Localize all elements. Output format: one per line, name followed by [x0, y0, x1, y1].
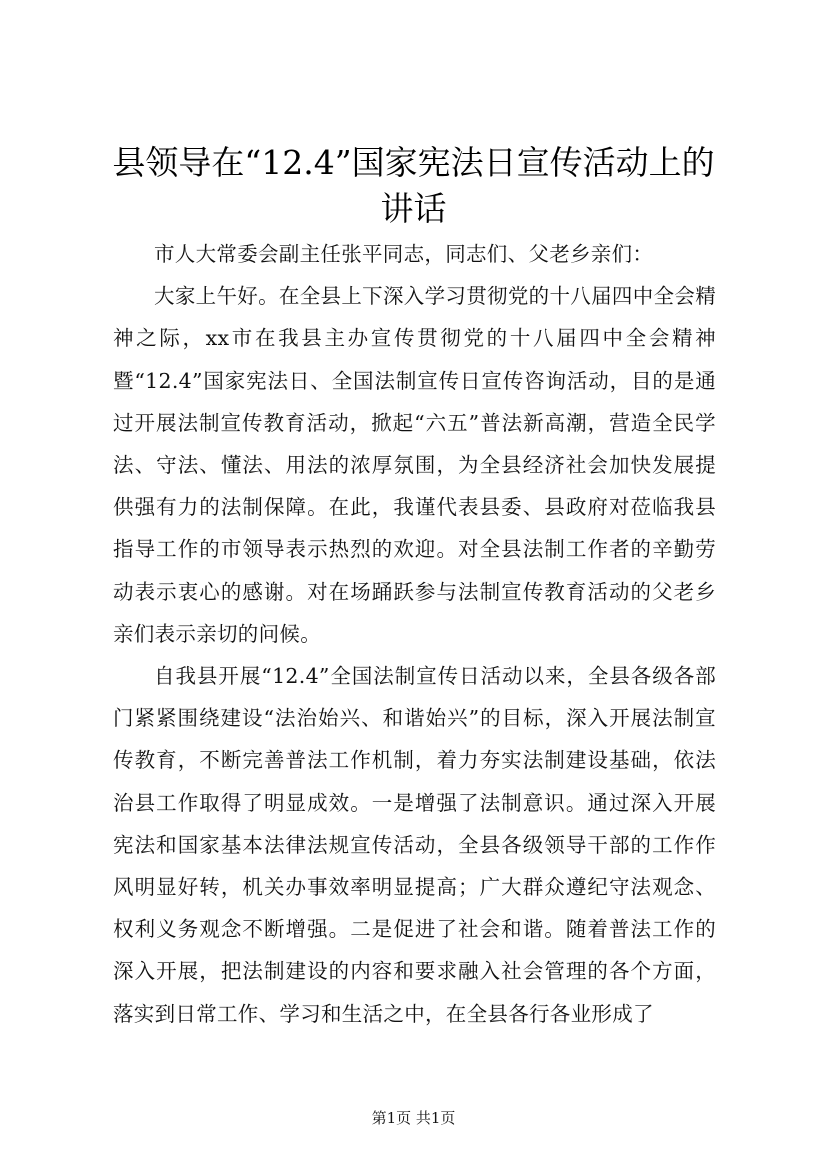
- salutation: 市人大常委会副主任张平同志，同志们、父老乡亲们：: [154, 242, 654, 266]
- paragraph-2: 自我县开展“12.4”全国法制宣传日活动以来，全县各级各部门紧紧围绕建设“法治始兴、和谐始兴”的目标，深入开展法制宣传教育，不断完善普法工作机制，着力夯实法制建设基础，依法治县工作取得了明显成效。一是增强了法制意识。通过深入开展宪法和国家基本法律法规宣传活动，全县各级领导干部的工作作风明显好转，机关办事效率明显提高；广大群众遵纪守法观念、权利义务观念不断增强。二是促进了社会和谐。随着普法工作的深入开展，把法制建设的内容和要求融入社会管理的各个方面，落实到日常工作、学习和生活之中，在全县各行各业形成了: [113, 664, 716, 1026]
- page-footer: 第1页 共1页: [371, 1109, 456, 1127]
- document-body: [113, 233, 716, 1035]
- page-title: 县领导在“12.4”国家宪法日宣传活动上的讲话: [112, 143, 715, 228]
- paragraph-1: 大家上午好。在全县上下深入学习贯彻党的十八届四中全会精神之际，xx市在我县主办宣传贯彻党的十八届四中全会精神暨“12.4”国家宪法日、全国法制宣传日宣传咨询活动，目的是通过开展法制宣传教育活动，掀起“六五”普法新高潮，营造全民学法、守法、懂法、用法的浓厚氛围，为全县经济社会加快发展提供强有力的法制保障。在此，我谨代表县委、县政府对莅临我县指导工作的市领导表示热烈的欢迎。对全县法制工作者的辛勤劳动表示衷心的感谢。对在场踊跃参与法制宣传教育活动的父老乡亲们表示亲切的问候。: [113, 284, 716, 646]
